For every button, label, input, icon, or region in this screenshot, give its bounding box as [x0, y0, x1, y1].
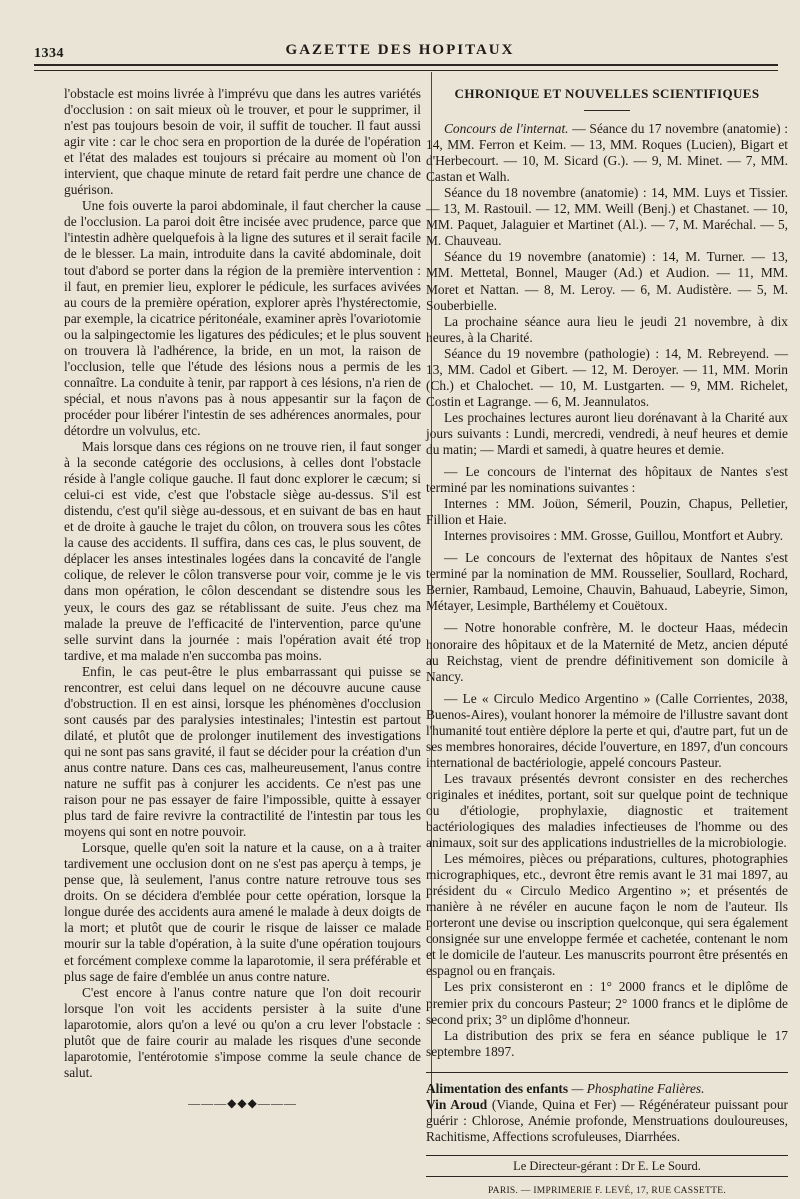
right-paragraph-2: Séance du 18 novembre (anatomie) : 14, MM. Luys et Tissier. — 13, M. Rastouil. — 12, MM. Weill (Benj.) et Chastanet. — 10, MM. Paquet, Jalaguier et Martinet (Al.). — 7, M. Maréchal. — 5, M. Chauveau. [426, 185, 788, 249]
section-title: CHRONIQUE ET NOUVELLES SCIENTIFIQUES [454, 86, 760, 101]
advertisements [426, 1072, 788, 1145]
director-line: Le Directeur-gérant : Dr E. Le Sourd. [426, 1155, 788, 1177]
ad-vin-aroud-head: Vin Aroud [426, 1096, 488, 1112]
section-rule [584, 110, 630, 111]
left-paragraph-2: Une fois ouverte la paroi abdominale, il faut chercher la cause de l'occlusion. La paroi doit être incisée avec prudence, parce que l'intestin adhère quelquefois à la ligne des sutures et il serait facile de le blesser. La main, introduite dans la cavité abdominale, doit tout d'abord se porter dans la région de la première intervention : il faut, en premier lieu, explorer le pédicule, les surfaces avivées au cours de la première opération, explorer après l'hystérectomie, par exemple, la cicatrice péritonéale, examiner après l'ovariotomie ou la salpingectomie les ligatures des pédicules; et le plus souvent on trouvera là l'adhérence, la bride, en un mot, la raison de l'occlusion, telle que l'étude des lésions nous a permis de les connaître. La conduite à tenir, par rapport à ces lésions, n'a rien de spécial, et nous n'avons pas à nous appesantir sur la façon de procéder pour libérer l'intestin de ses adhérences anormales, pour détordre un volvulus, etc. [64, 198, 421, 438]
internat-text: — Séance du 17 novembre (anatomie) : 14, MM. Ferron et Keim. — 13, MM. Roques (Lucien), Bigart et d'Herbecourt. — 10, M. Sicard (G.). — 9, M. Minet. — 7, MM. Castan et Walh. [426, 121, 788, 185]
right-paragraph-7: — Le concours de l'internat des hôpitaux de Nantes s'est terminé par les nominations suivantes : [426, 464, 788, 496]
left-column [64, 86, 421, 1111]
right-paragraph-8: Internes : MM. Joüon, Sémeril, Pouzin, Chapus, Pelletier, Fillion et Haie. [426, 496, 788, 528]
right-paragraph-9: Internes provisoires : MM. Grosse, Guillou, Montfort et Aubry. [444, 528, 784, 544]
ad-phosphatine-tail: — Phosphatine Falières. [571, 1080, 705, 1096]
right-paragraph-4: La prochaine séance aura lieu le jeudi 21 novembre, à dix heures, à la Charité. [426, 313, 788, 345]
end-ornament: ———◆◆◆——— [188, 1095, 297, 1110]
right-paragraph-10: — Le concours de l'externat des hôpitaux de Nantes s'est terminé par la nomination de MM. Rousselier, Soullard, Rochard, Bernier, Rambaud, Lemoine, Chauvin, Bahuaud, Labeyrie, Simon, Métayer, Lesimple, Barthélemy et Couëtoux. [426, 550, 788, 614]
right-paragraph-1 [426, 121, 788, 185]
right-column [426, 86, 788, 1199]
header-rule-thin [34, 70, 778, 71]
left-paragraph-5: Lorsque, quelle qu'en soit la nature et la cause, on a à traiter tardivement une occlusion dont on ne s'est pas aperçu à temps, je pense que, là seulement, l'anus contre nature retrouve tous ses droits. On se décidera d'emblée pour cette opération, lorsque la longue durée des accidents aura amené le malade à deux doigts de la mort; et plutôt que de courir le risque de laisser ce malade mourir sur la table d'opération, à la suite d'une opération toujours et forcément complexe comme la laparotomie, il sera préférable et plus sage de faire d'emblée un anus contre nature. [64, 840, 421, 984]
left-paragraph-3: Mais lorsque dans ces régions on ne trouve rien, il faut songer à la seconde catégorie des occlusions, à celles dont l'obstacle réside à l'angle colique gauche. Il faut donc explorer le cæcum; si celui-ci est vide, c'est que l'obstacle siège au-dessus. S'il est distendu, c'est qu'il siège au-dessous, et en suivant de bas en haut et de droite à gauche le trajet du côlon, on trouvera sous les côtes la cause des accidents. Il suffira, dans ces cas, le plus souvent, de déplacer les anses intestinales logées dans la concavité de l'angle colique, de relever le côlon transverse pour voir, comme je le vis dans mon opération, le côlon descendant se distendre sous les yeux, le cours des gaz se rétablissant de suite. J'eus chez ma malade la preuve de l'efficacité de l'intervention, parce qu'une selle survint dans la journée : mais l'opération avait été trop tardive, et ma malade n'en succomba pas moins. [64, 439, 421, 663]
left-paragraph-1: l'obstacle est moins livrée à l'imprévu que dans les autres variétés d'occlusion : on sait mieux où le trouver, et pour le supprimer, il n'est pas toujours besoin de voir, il suffit de toucher. Il faut aussi agir vite : car le choc sera en proportion de la durée de l'opération et l'état des malades est toujours si précaire au moment où l'on intervient, que chaque minute de retard fait perdre une chance de guérison. [64, 86, 421, 198]
right-paragraph-15: Les prix consisteront en : 1° 2000 francs et le diplôme de premier prix du concours Pasteur; 2° 1000 francs et le diplôme de second prix; 3° un diplôme d'honneur. [426, 979, 788, 1027]
right-paragraph-3: Séance du 19 novembre (anatomie) : 14, M. Turner. — 13, MM. Mettetal, Bonnel, Mauger (Ad.) et Audion. — 11, MM. Moret et Nattan. — 8, M. Leroy. — 6, M. Audistère. — 5, M. Souberbielle. [426, 249, 788, 313]
right-paragraph-13: Les travaux présentés devront consister en des recherches originales et inédites, portant, soit sur quelque point de technique ou d'étiologie, prophylaxie, diagnostic et traitement bactériologiques des maladies infectieuses de l'homme ou des animaux, soit sur des applications industrielles de la microbiologie. [426, 770, 788, 851]
left-paragraph-6: C'est encore à l'anus contre nature que l'on doit recourir lorsque l'on voit les accidents persister à la suite d'une laparotomie, alors qu'on a levé ou qu'on a cru lever l'obstacle : plutôt que de faire courir au malade les risques d'une seconde laparotomie, l'entérotomie s'impose comme la seule chance de salut. [64, 984, 421, 1080]
right-paragraph-14: Les mémoires, pièces ou préparations, cultures, photographies micrographiques, etc., devront être remis avant le 31 mai 1897, au président du « Circulo Medico Argentino »; et présentés de manière à ne révéler en aucune façon le nom de l'auteur. Ils porteront une devise ou inscription quelconque, qui sera également consignée sur une enveloppe fermée et cachetée, contenant le nom et le domicile de l'auteur. Les manuscrits pourront être présentés en espagnol ou en français. [426, 851, 788, 979]
page-number: 1334 [34, 46, 64, 61]
ad-vin-aroud [426, 1097, 788, 1145]
ad-vin-aroud-tail: (Viande, Quina et Fer) — Régénérateur puissant pour guérir : Chlorose, Anémie profonde, Menstruations douloureuses, Rachitisme, Affections scrofuleuses, Diarrhées. [426, 1096, 788, 1144]
journal-title: GAZETTE DES HOPITAUX [285, 42, 515, 58]
ad-phosphatine [426, 1081, 788, 1097]
right-paragraph-11: — Notre honorable confrère, M. le docteur Haas, médecin honoraire des hôpitaux et de la Maternité de Metz, ancien député au Reichstag, vient de prendre définitivement son domicile à Nancy. [426, 620, 788, 684]
right-paragraph-12: — Le « Circulo Medico Argentino » (Calle Corrientes, 2038, Buenos-Aires), voulant honorer la mémoire de l'illustre savant dont l'humanité tout entière déplore la perte et qui, d'autre part, fut un de ses membres honoraires, décide l'ouverture, en 1897, d'un concours international de bactériologie, appelé concours Pasteur. [426, 690, 788, 770]
right-paragraph-16: La distribution des prix se fera en séance publique le 17 septembre 1897. [426, 1027, 788, 1059]
left-paragraph-4: Enfin, le cas peut-être le plus embarrassant qui puisse se rencontrer, est celui dans lequel on ne découvre aucune cause d'obstruction. Il en est ainsi, lorsque les phénomènes d'occlusion sont causés par des paralysies intestinales; l'intestin est partout dilaté, et plutôt que de prolonger inutilement des investigations qui ne sont pas sans gravité, il faut se décider pour la création d'un anus contre nature. Dans ces cas, malheureusement, l'anus contre nature ne suffit pas à conjurer les accidents. Ce n'est pas une raison pour ne pas essayer de faire l'impossible, quitte à essayer plus tard de faire revivre la contractilité de l'intestin par tous les moyens qui sont en notre pouvoir. [64, 663, 421, 840]
imprint-line: PARIS. — IMPRIMERIE F. LEVÉ, 17, RUE CASSETTE. [487, 1185, 727, 1196]
ad-phosphatine-head: Alimentation des enfants [426, 1080, 569, 1096]
internat-label: Concours de l'internat. [444, 121, 569, 137]
right-paragraph-6: Les prochaines lectures auront lieu dorénavant à la Charité aux jours suivants : Lundi, mercredi, vendredi, à neuf heures et demie du matin; — Mardi et samedi, à quatre heures et demie. [426, 409, 788, 457]
right-paragraph-5: Séance du 19 novembre (pathologie) : 14, M. Rebreyend. — 13, MM. Cadol et Gibert. — 12, M. Deroyer. — 11, MM. Morin (Ch.) et Chalochet. — 10, M. Lustgarten. — 9, MM. Richelet, Costin et Lagrange. — 6, M. Jeannulatos. [426, 345, 788, 409]
header-rule [34, 64, 778, 66]
